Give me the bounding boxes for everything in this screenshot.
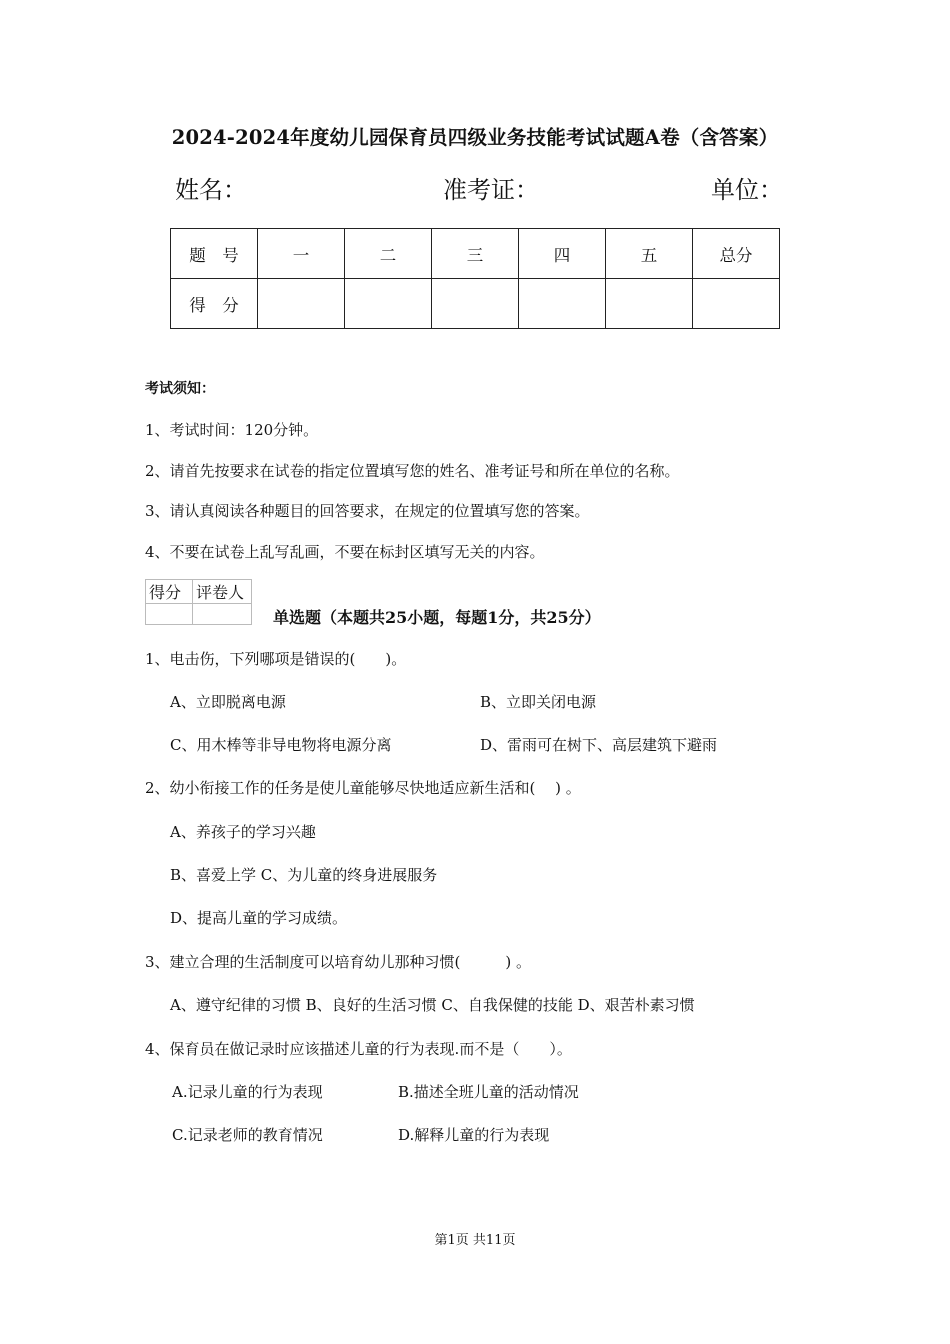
question-1-stem: 1、电击伤，下列哪项是错误的( )。 — [145, 650, 407, 668]
note-item: 1、考试时间：120分钟。 — [145, 421, 319, 439]
score-row-label: 得 分 — [171, 279, 258, 329]
score-cell — [432, 279, 519, 329]
note-item: 4、不要在试卷上乱写乱画，不要在标封区填写无关的内容。 — [145, 543, 545, 561]
score-cell — [606, 279, 693, 329]
question-2-option-a: A、养孩子的学习兴趣 — [170, 823, 316, 841]
grader-score-cell — [146, 604, 193, 625]
score-header-cell: 二 — [345, 229, 432, 279]
score-cell — [693, 279, 780, 329]
page-footer: 第1页 共11页 — [434, 1233, 516, 1248]
exam-number-field-label: 准考证： — [443, 176, 539, 204]
grader-box — [145, 579, 252, 625]
score-header-cell: 三 — [432, 229, 519, 279]
score-header-cell: 总分 — [693, 229, 780, 279]
score-header-cell: 五 — [606, 229, 693, 279]
question-1-option-a: A、立即脱离电源 — [170, 693, 286, 711]
score-table — [170, 228, 780, 329]
note-item: 2、请首先按要求在试卷的指定位置填写您的姓名、准考证号和所在单位的名称。 — [145, 462, 680, 480]
score-header-cell: 四 — [519, 229, 606, 279]
question-2-option-bc: B、喜爱上学 C、为儿童的终身进展服务 — [170, 866, 438, 884]
question-1-option-d: D、雷雨可在树下、高层建筑下避雨 — [480, 736, 718, 754]
section-title: 单选题（本题共25小题，每题1分，共25分） — [273, 608, 601, 627]
score-table-header-row — [171, 229, 780, 279]
score-cell — [258, 279, 345, 329]
score-cell — [345, 279, 432, 329]
score-cell — [519, 279, 606, 329]
question-1-option-b: B、立即关闭电源 — [480, 693, 597, 711]
question-4-option-a: A.记录儿童的行为表现 — [172, 1083, 323, 1101]
question-4-option-c: C.记录老师的教育情况 — [172, 1126, 323, 1144]
unit-field-label: 单位： — [711, 176, 783, 204]
score-header-cell: 题 号 — [171, 229, 258, 279]
score-table-score-row — [171, 279, 780, 329]
question-4-option-b: B.描述全班儿童的活动情况 — [398, 1083, 579, 1101]
notes-heading: 考试须知： — [145, 381, 215, 397]
grader-reviewer-label: 评卷人 — [193, 580, 252, 604]
question-3-options: A、遵守纪律的习惯 B、良好的生活习惯 C、自我保健的技能 D、艰苦朴素习惯 — [170, 996, 695, 1014]
question-2-stem: 2、幼小衔接工作的任务是使儿童能够尽快地适应新生活和( ) 。 — [145, 779, 581, 797]
grader-reviewer-cell — [193, 604, 252, 625]
question-4-stem: 4、保育员在做记录时应该描述儿童的行为表现.而不是（ ）。 — [145, 1040, 572, 1058]
grader-score-label: 得分 — [146, 580, 193, 604]
page-title: 2024-2024年度幼儿园保育员四级业务技能考试试题A卷（含答案） — [171, 126, 779, 149]
question-3-stem: 3、建立合理的生活制度可以培育幼儿那种习惯( ) 。 — [145, 953, 532, 971]
name-field-label: 姓名： — [175, 176, 247, 204]
question-1-option-c: C、用木棒等非导电物将电源分离 — [170, 736, 392, 754]
question-2-option-d: D、提高儿童的学习成绩。 — [170, 909, 348, 927]
note-item: 3、请认真阅读各种题目的回答要求，在规定的位置填写您的答案。 — [145, 502, 590, 520]
score-header-cell: 一 — [258, 229, 345, 279]
question-4-option-d: D.解释儿童的行为表现 — [398, 1126, 550, 1144]
